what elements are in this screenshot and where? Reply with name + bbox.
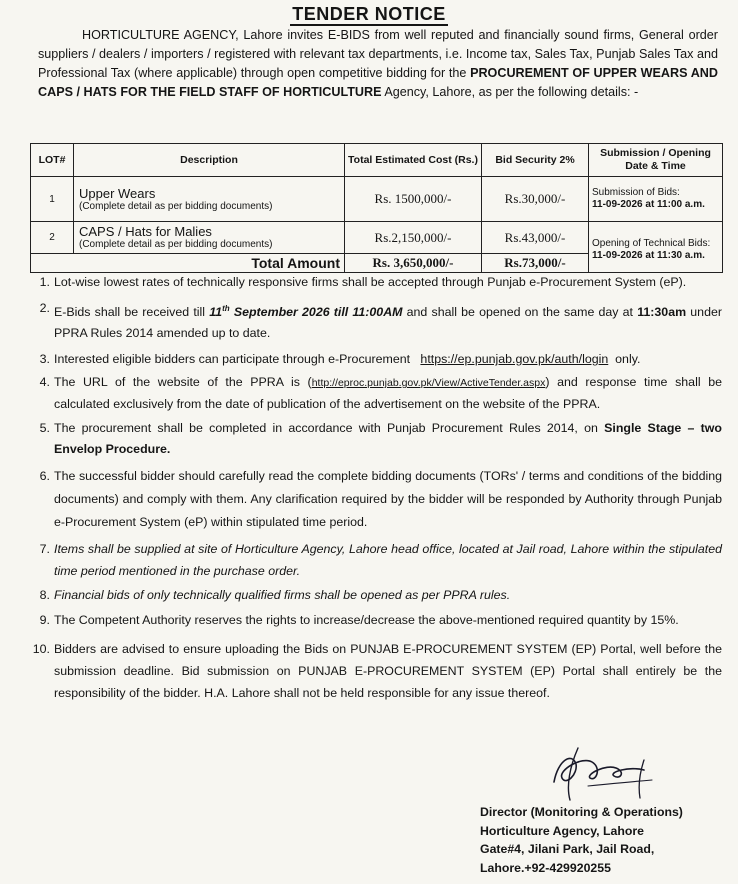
lot-number: 2 xyxy=(31,222,74,254)
total-cost: Rs. 3,650,000/- xyxy=(345,254,482,273)
list-item: 6. The successful bidder should carefully read the complete bidding documents (TORs' / terms and conditions of the bidding documents) and comply with them. Any clarification required by the bidder will be responded by Authority through Punjab e-Procurement System (eP) within stipulated time period. xyxy=(39,469,722,530)
lot-security: Rs.30,000/- xyxy=(482,177,589,222)
signatory-block xyxy=(480,803,683,877)
lot-cost: Rs. 1500,000/- xyxy=(345,177,482,222)
ppra-active-tender-link[interactable]: http://eproc.punjab.gov.pk/View/ActiveTender.aspx xyxy=(311,377,546,390)
list-item: 8. Financial bids of only technically qualified firms shall be opened as per PPRA rules. xyxy=(39,588,511,603)
lot-cost: Rs.2,150,000/- xyxy=(345,222,482,254)
submission-schedule: Submission of Bids: 11-09-2026 at 11:00 a.m. xyxy=(589,177,723,222)
total-label: Total Amount xyxy=(31,254,345,273)
signatory-address: Gate#4, Jilani Park, Jail Road, xyxy=(480,842,655,856)
lot-description: CAPS / Hats for Malies (Complete detail as per bidding documents) xyxy=(74,222,345,254)
ep-login-link[interactable]: https://ep.punjab.gov.pk/auth/login xyxy=(420,352,609,367)
signatory-phone: Lahore.+92-429920255 xyxy=(480,860,611,875)
list-item: 5. The procurement shall be completed in accordance with Punjab Procurement Rules 2014, on Single Stage – two Envelop Procedure. xyxy=(39,421,722,457)
table-row xyxy=(31,177,723,222)
signature-image xyxy=(548,742,658,802)
list-item: 7. Items shall be supplied at site of Horticulture Agency, Lahore head office, located at Jail road, Lahore within the stipulated time period mentioned in the purchase order. xyxy=(39,542,722,579)
opening-schedule: Opening of Technical Bids: 11-09-2026 at 11:30 a.m. xyxy=(589,222,723,273)
list-item: 10. Bidders are advised to ensure uploading the Bids on PUNJAB E-PROCUREMENT SYSTEM (EP) Portal, well before the submission deadline. Bid submission on PUNJAB E-PROCUREMENT SYSTEM (EP) Portal shall entirely be the responsibility of the bidder. H.A. Lahore shall not be held responsible for any issue thereof. xyxy=(32,642,722,701)
lot-number: 1 xyxy=(31,177,74,222)
header-cost: Total Estimated Cost (Rs.) xyxy=(345,144,482,177)
header-description: Description xyxy=(74,144,345,177)
lot-security: Rs.43,000/- xyxy=(482,222,589,254)
lots-table xyxy=(30,143,723,273)
signatory-agency: Horticulture Agency, Lahore xyxy=(480,823,644,838)
list-item: 3. Interested eligible bidders can participate through e-Procurement https://ep.punjab.gov.pk/auth/login only. xyxy=(39,352,641,367)
table-header-row xyxy=(31,144,723,177)
list-item: 1. Lot-wise lowest rates of technically responsive firms shall be accepted through Punjab e-Procurement System (eP). xyxy=(39,275,687,289)
list-item: 2. E-Bids shall be received till 11th September 2026 till 11:00AM and shall be opened on the same day at 11:30am under PPRA Rules 2014 amended up to date. xyxy=(39,301,722,341)
notice-title: TENDER NOTICE xyxy=(292,4,446,24)
total-security: Rs.73,000/- xyxy=(482,254,589,273)
terms-list xyxy=(30,272,722,704)
header-security: Bid Security 2% xyxy=(482,144,589,177)
signatory-title: Director (Monitoring & Operations) xyxy=(480,805,683,819)
header-schedule: Submission / Opening Date & Time xyxy=(589,144,723,177)
lot-description: Upper Wears (Complete detail as per bidding documents) xyxy=(74,177,345,222)
list-item: 9. The Competent Authority reserves the rights to increase/decrease the above-mentioned required quantity by 15%. xyxy=(39,613,679,628)
list-item: 4. The URL of the website of the PPRA is (http://eproc.punjab.gov.pk/View/ActiveTender.aspx) and response time shall be calculated exclusively from the date of publication of the advertisement on the website of the PPRA. xyxy=(39,375,722,412)
header-lot: LOT# xyxy=(31,144,74,177)
table-row xyxy=(31,222,723,254)
intro-paragraph: HORTICULTURE AGENCY, Lahore invites E-BIDS from well reputed and financially sound firms, General order suppliers / dealers / importers / registered with relevant tax departments, i.e. Income tax, Sales Tax, Punjab Sales Tax and Professional Tax (where applicable) through open competitive bidding for the PROCUREMENT OF UPPER WEARS AND CAPS / HATS FOR THE FIELD STAFF OF HORTICULTURE Agency, Lahore, as per the following details: - xyxy=(38,28,718,99)
procurement-subject: PROCUREMENT OF UPPER WEARS AND CAPS / HATS FOR THE FIELD STAFF OF HORTICULTURE xyxy=(38,66,718,99)
